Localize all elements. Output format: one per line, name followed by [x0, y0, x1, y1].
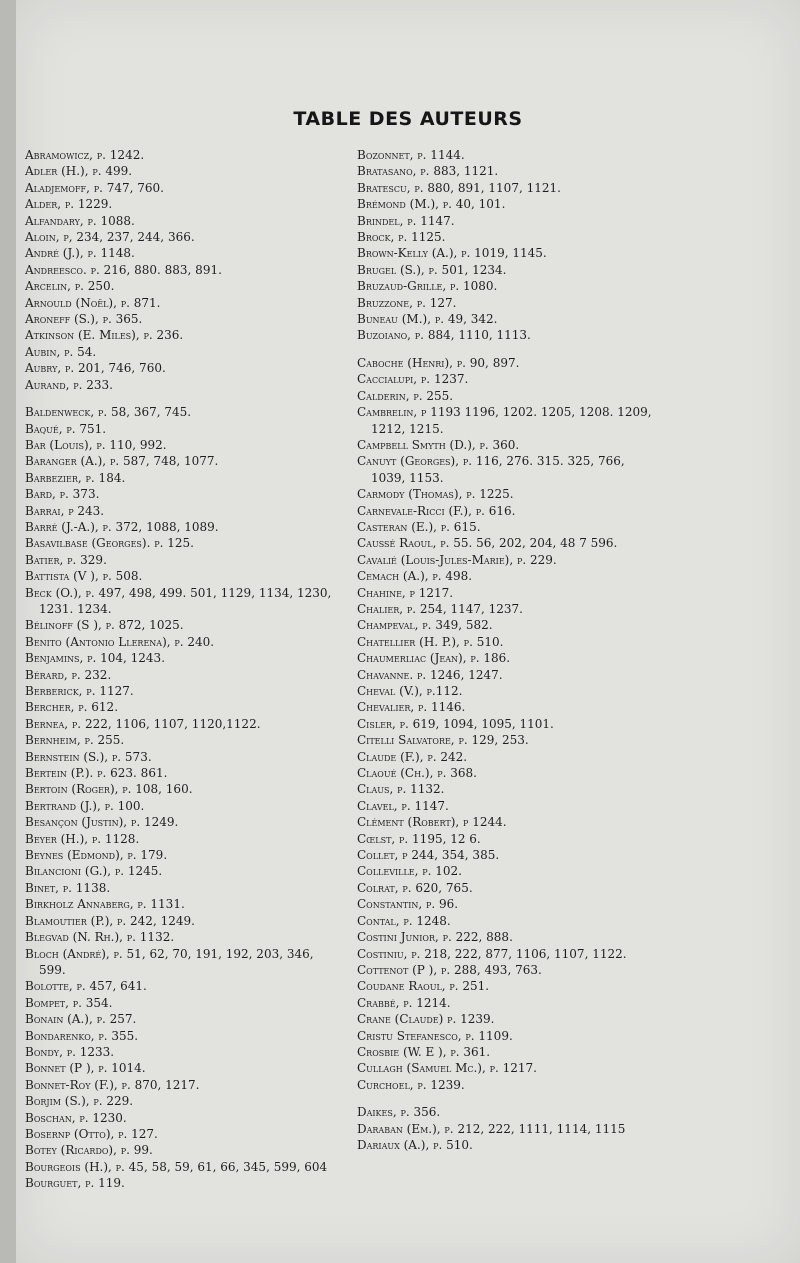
- author-entry: Crane (Claude) p. 1239.: [357, 1012, 495, 1027]
- author-entry: Costini Junior, p. 222, 888.: [357, 930, 513, 945]
- author-entry: Bompet, p. 354.: [25, 995, 113, 1010]
- author-entry: Clément (Robert), p 1244.: [357, 815, 507, 830]
- author-entry: Aloin, p, 234, 237, 244, 366.: [25, 230, 195, 245]
- author-entry: Bratescu, p. 880, 891, 1107, 1121.: [357, 180, 561, 195]
- author-entry: Citelli Salvatore, p. 129, 253.: [357, 733, 529, 748]
- author-entry: Costiniu, p. 218, 222, 877, 1106, 1107, 1122.: [357, 946, 627, 961]
- author-entry: André (J.), p. 1148.: [25, 246, 135, 261]
- author-entry: Beck (O.), p. 497, 498, 499. 501, 1129, 1134, 1230, 1231. 1234.: [25, 585, 332, 616]
- author-entry: Caboche (Henri), p. 90, 897.: [357, 355, 520, 370]
- author-entry: Canuyt (Georges), p. 116, 276. 315. 325, 766, 1039, 1153.: [357, 454, 625, 485]
- author-entry: Daikes, p. 356.: [357, 1105, 441, 1120]
- author-entry: Brock, p. 1125.: [357, 230, 446, 245]
- author-entry: Brugel (S.), p. 501, 1234.: [357, 262, 507, 277]
- author-entry: Cœlst, p. 1195, 12 6.: [357, 831, 481, 846]
- author-entry: Buneau (M.), p. 49, 342.: [357, 312, 498, 327]
- author-entry: Bonnet (P ), p. 1014.: [25, 1061, 146, 1076]
- author-entry: Cheval (V.), p.112.: [357, 684, 463, 698]
- author-entry: Bratasano, p. 883, 1121.: [357, 164, 499, 179]
- author-entry: Binet, p. 1138.: [25, 880, 111, 895]
- author-entry: Aladjemoff, p. 747, 760.: [25, 180, 164, 195]
- author-entry: Claude (F.), p. 242.: [357, 749, 468, 764]
- author-entry: Daraban (Em.), p. 212, 222, 1111, 1114, 1115: [357, 1121, 626, 1136]
- author-entry: Barbezier, p. 184.: [25, 470, 126, 485]
- author-entry: Campbell Smyth (D.), p. 360.: [357, 437, 520, 452]
- author-entry: Bérard, p. 232.: [25, 667, 112, 682]
- author-entry: Adler (H.), p. 499.: [25, 164, 133, 179]
- author-entry: Chalier, p. 254, 1147, 1237.: [357, 601, 523, 616]
- author-entry: Andreesco. p. 216, 880. 883, 891.: [25, 262, 222, 277]
- author-entry: Basavilbase (Georges). p. 125.: [25, 536, 194, 551]
- author-entry: Barré (J.-A.), p. 372, 1088, 1089.: [25, 519, 219, 534]
- author-entry: Aroneff (S.), p. 365.: [25, 312, 143, 327]
- author-entry: Blegvad (N. Rh.), p. 1132.: [25, 930, 175, 945]
- page-title: TABLE DES AUTEURS: [293, 108, 523, 130]
- author-entry: Colleville, p. 102.: [357, 864, 462, 879]
- author-entry: Bertoin (Roger), p. 108, 160.: [25, 782, 193, 797]
- author-entry: Bar (Louis), p. 110, 992.: [25, 437, 167, 452]
- author-entry: Cullagh (Samuel Mc.), p. 1217.: [357, 1061, 537, 1076]
- author-entry: Abramowicz, p. 1242.: [25, 148, 145, 162]
- author-entry: Atkinson (E. Miles), p. 236.: [25, 328, 184, 343]
- author-entry: Collet, p 244, 354, 385.: [357, 848, 500, 863]
- author-entry: Battista (V ), p. 508.: [25, 569, 143, 584]
- book-page: [16, 0, 800, 1263]
- author-entry: Borjim (S.), p. 229.: [25, 1094, 134, 1109]
- author-entry: Claus, p. 1132.: [357, 782, 445, 797]
- author-entry: Beyer (H.), p. 1128.: [25, 831, 140, 846]
- author-entry: Bernea, p. 222, 1106, 1107, 1120,1122.: [25, 716, 261, 731]
- author-entry: Berberick, p. 1127.: [25, 684, 134, 698]
- author-entry: Buzoiano, p. 884, 1110, 1113.: [357, 328, 531, 343]
- author-entry: Baldenweck, p. 58, 367, 745.: [25, 405, 192, 420]
- author-entry: Chaumerliac (Jean), p. 186.: [357, 651, 511, 666]
- author-entry: Chatellier (H. P.), p. 510.: [357, 634, 504, 649]
- author-entry: Bourgeois (H.), p. 45, 58, 59, 61, 66, 345, 599, 604: [25, 1159, 328, 1174]
- author-entry: Benjamins, p. 104, 1243.: [25, 651, 166, 666]
- author-entry: Contal, p. 1248.: [357, 913, 451, 928]
- author-entry: Bonnet-Roy (F.), p. 870, 1217.: [25, 1077, 200, 1092]
- author-entry: Cemach (A.), p. 498.: [357, 569, 473, 584]
- author-entry: Coudane Raoul, p. 251.: [357, 979, 490, 994]
- author-index-left-column: [25, 147, 343, 1192]
- author-entry: Cavalié (Louis-Jules-Marie), p. 229.: [357, 552, 557, 567]
- author-entry: Brown-Kelly (A.), p. 1019, 1145.: [357, 246, 547, 261]
- author-entry: Beynes (Edmond), p. 179.: [25, 848, 168, 863]
- author-entry: Claoué (Ch.), p. 368.: [357, 766, 477, 781]
- author-entry: Botey (Ricardo), p. 99.: [25, 1143, 153, 1158]
- author-entry: Baqué, p. 751.: [25, 421, 107, 436]
- author-entry: Bertein (P.). p. 623. 861.: [25, 766, 168, 781]
- author-entry: Carnevale-Ricci (F.), p. 616.: [357, 503, 516, 518]
- author-entry: Bozonnet, p. 1144.: [357, 148, 465, 162]
- author-entry: Crabbé, p. 1214.: [357, 995, 451, 1010]
- author-entry: Brindel, p. 1147.: [357, 213, 455, 228]
- author-entry: Bruzzone, p. 127.: [357, 295, 457, 310]
- author-entry: Crosbie (W. E ), p. 361.: [357, 1044, 491, 1059]
- author-entry: Colrat, p. 620, 765.: [357, 880, 473, 895]
- author-entry: Bernstein (S.), p. 573.: [25, 749, 152, 764]
- author-entry: Boschan, p. 1230.: [25, 1110, 127, 1125]
- author-entry: Birkholz Annaberg, p. 1131.: [25, 897, 185, 912]
- author-entry: Bernheim, p. 255.: [25, 733, 125, 748]
- author-entry: Constantin, p. 96.: [357, 897, 459, 912]
- author-entry: Champeval, p. 349, 582.: [357, 618, 493, 633]
- author-entry: Baranger (A.), p. 587, 748, 1077.: [25, 454, 219, 469]
- author-entry: Chevalier, p. 1146.: [357, 700, 466, 715]
- author-entry: Dariaux (A.), p. 510.: [357, 1137, 473, 1152]
- author-entry: Aubry, p. 201, 746, 760.: [25, 361, 166, 376]
- author-entry: Bruzaud-Grille, p. 1080.: [357, 279, 498, 294]
- author-entry: Arcelin, p. 250.: [25, 279, 115, 294]
- author-entry: Bourguet, p. 119.: [25, 1176, 125, 1191]
- author-entry: Cambrelin, p 1193 1196, 1202. 1205, 1208. 1209, 1212, 1215.: [357, 405, 652, 436]
- author-entry: Bélinoff (S ), p. 872, 1025.: [25, 618, 184, 633]
- author-entry: Bondarenko, p. 355.: [25, 1028, 139, 1043]
- author-entry: Bercher, p. 612.: [25, 700, 119, 715]
- author-entry: Batier, p. 329.: [25, 552, 107, 567]
- author-entry: Besançon (Justin), p. 1249.: [25, 815, 179, 830]
- author-entry: Benito (Antonio Llerena), p. 240.: [25, 634, 215, 649]
- author-entry: Caussé Raoul, p. 55. 56, 202, 204, 48 7 596.: [357, 536, 618, 551]
- author-entry: Aurand, p. 233.: [25, 377, 113, 392]
- author-entry: Bard, p. 373.: [25, 487, 100, 502]
- author-entry: Caccialupi, p. 1237.: [357, 372, 469, 387]
- author-entry: Cisler, p. 619, 1094, 1095, 1101.: [357, 716, 554, 731]
- author-entry: Alder, p. 1229.: [25, 197, 113, 212]
- author-entry: Calderin, p. 255.: [357, 388, 454, 403]
- author-entry: Cristu Stefanesco, p. 1109.: [357, 1028, 513, 1043]
- author-entry: Brémond (M.), p. 40, 101.: [357, 197, 506, 212]
- author-entry: Bertrand (J.), p. 100.: [25, 798, 145, 813]
- author-entry: Bondy, p. 1233.: [25, 1044, 115, 1059]
- author-entry: Bloch (André), p. 51, 62, 70, 191, 192, 203, 346, 599.: [25, 946, 314, 977]
- author-entry: Arnould (Noël), p. 871.: [25, 295, 161, 310]
- author-entry: Blamoutier (P.), p. 242, 1249.: [25, 913, 195, 928]
- author-entry: Bosernp (Otto), p. 127.: [25, 1126, 158, 1141]
- author-entry: Clavel, p. 1147.: [357, 798, 449, 813]
- author-entry: Barrai, p 243.: [25, 503, 105, 518]
- author-entry: Cottenot (P ), p. 288, 493, 763.: [357, 962, 542, 977]
- author-entry: Aubin, p. 54.: [25, 344, 97, 359]
- author-entry: Casteran (E.), p. 615.: [357, 519, 481, 534]
- author-entry: Curchoel, p. 1239.: [357, 1077, 465, 1092]
- author-entry: Alfandary, p. 1088.: [25, 213, 135, 228]
- author-entry: Carmody (Thomas), p. 1225.: [357, 487, 514, 502]
- author-entry: Bilancioni (G.), p. 1245.: [25, 864, 163, 879]
- author-index-right-column: [357, 147, 657, 1153]
- author-entry: Chahine, p 1217.: [357, 585, 454, 600]
- author-entry: Chavanne. p. 1246, 1247.: [357, 667, 503, 682]
- author-entry: Bonain (A.), p. 257.: [25, 1012, 137, 1027]
- author-entry: Bolotte, p. 457, 641.: [25, 979, 147, 994]
